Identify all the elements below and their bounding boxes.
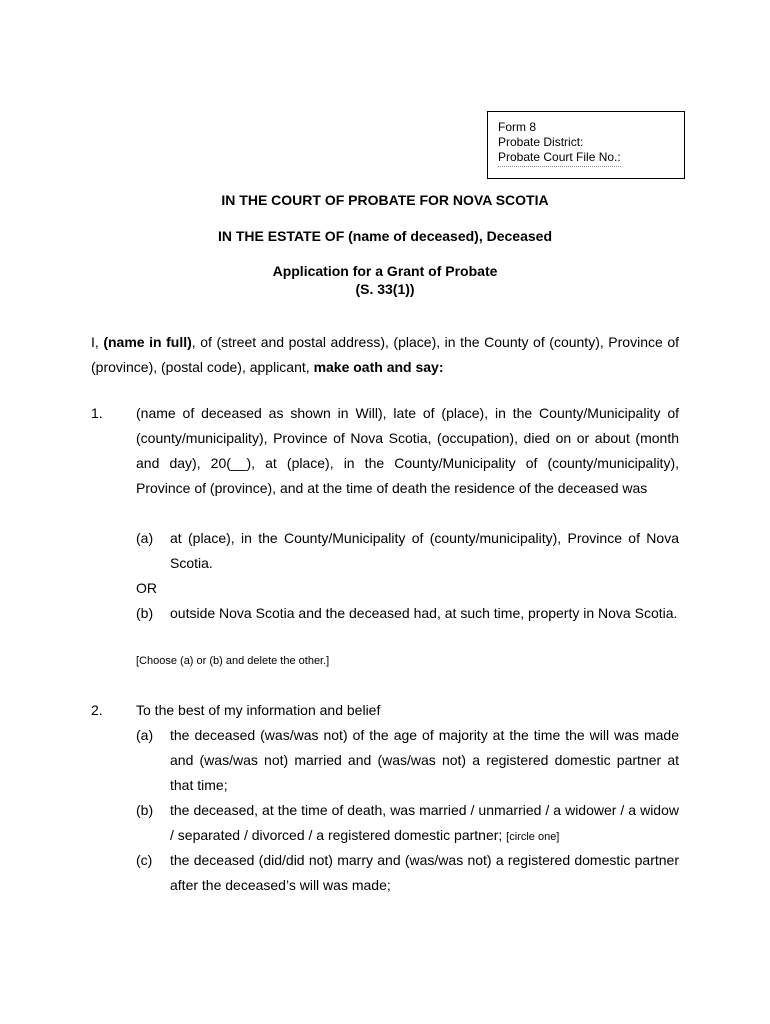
item-2b-label: (b) xyxy=(136,802,154,818)
estate-heading: IN THE ESTATE OF (name of deceased), Deceased xyxy=(217,228,553,244)
item-1-instruction-note: [Choose (a) or (b) and delete the other.] xyxy=(136,655,330,667)
item-1-number: 1. xyxy=(91,405,103,421)
court-heading: IN THE COURT OF PROBATE FOR NOVA SCOTIA xyxy=(221,192,549,208)
item-2a-text: the deceased (was/was not) of the age of majority at the time the will was made and (was/was not) married and (was/was not) a registered domestic partner at that time; xyxy=(170,727,679,793)
item-1a-text: at (place), in the County/Municipality of (county/municipality), Province of Nova Scotia. xyxy=(170,530,679,571)
document-title: Application for a Grant of Probate xyxy=(272,263,498,279)
oath-phrase: make oath and say: xyxy=(313,359,444,375)
form-number: Form 8 xyxy=(498,120,537,134)
intro-paragraph: I, (name in full), of (street and postal address), (place), in the County of (county), Province of (province), (postal code), applicant, make oath and say: xyxy=(91,334,679,375)
item-2c-text: the deceased (did/did not) marry and (was/was not) a registered domestic partner after the deceased’s will was made; xyxy=(170,852,679,893)
circle-one-note: [circle one] xyxy=(506,831,560,843)
item-2c-label: (c) xyxy=(136,852,153,868)
item-1b-text: outside Nova Scotia and the deceased had, at such time, property in Nova Scotia. xyxy=(170,605,678,621)
item-1b-label: (b) xyxy=(136,605,154,621)
item-1-text: (name of deceased as shown in Will), late of (place), in the County/Municipality of (county/municipality), Province of Nova Scotia, (occupation), died on or about (month and day), 20(__), at (place), in the County/Municipality of (county/municipality), Province of (province), and at the time of death the residence of the deceased was xyxy=(136,405,679,496)
item-2a-label: (a) xyxy=(136,727,154,743)
probate-district-label: Probate District: xyxy=(498,135,584,149)
item-1-or: OR xyxy=(136,580,157,596)
applicant-name-placeholder: (name in full) xyxy=(103,334,192,350)
court-file-number-label: Probate Court File No.: xyxy=(498,150,621,167)
item-2-number: 2. xyxy=(91,702,103,718)
item-2b-text: the deceased, at the time of death, was married / unmarried / a widower / a widow / separated / divorced / a registered domestic partner; [circle one] xyxy=(170,802,679,843)
form-info-box xyxy=(487,111,685,179)
item-1a-label: (a) xyxy=(136,530,154,546)
statute-section: (S. 33(1)) xyxy=(355,281,415,297)
item-2-text: To the best of my information and belief xyxy=(136,702,381,718)
